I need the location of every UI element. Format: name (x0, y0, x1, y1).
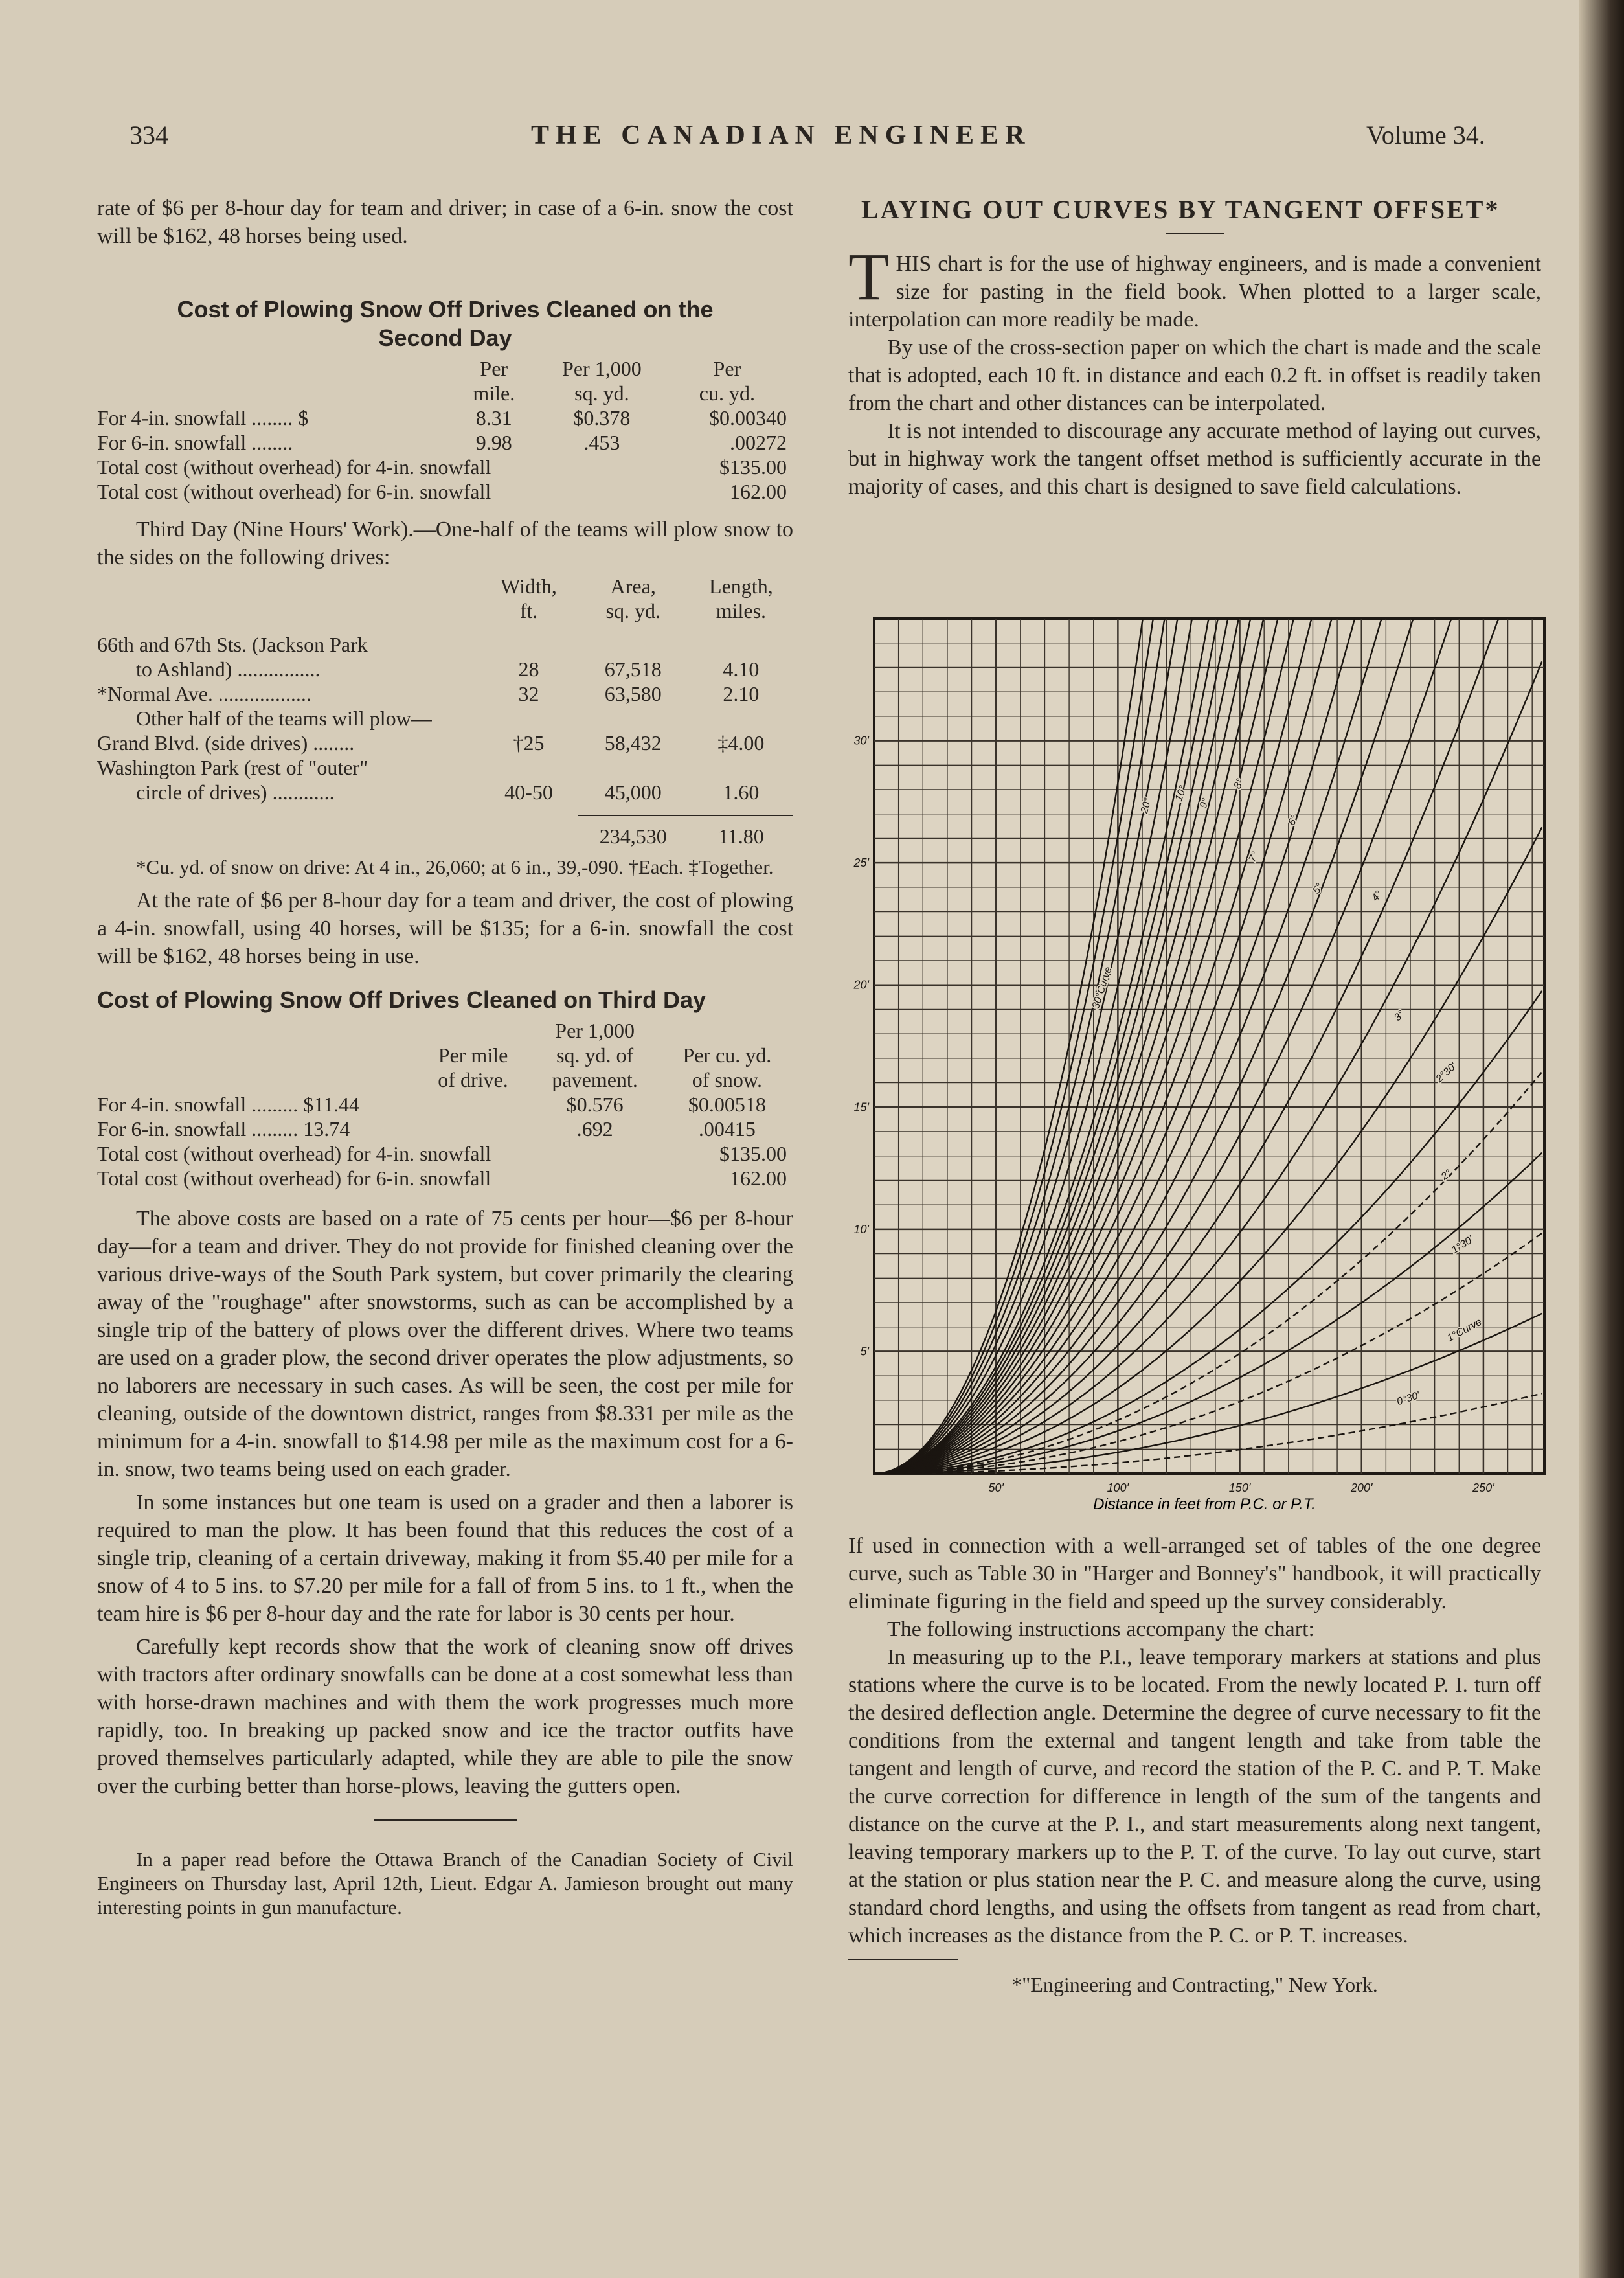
curve-label: 0°30' (1395, 1389, 1421, 1408)
cell: $0.378 (573, 406, 631, 429)
row-label: For 6-in. snowfall ........ (97, 431, 293, 454)
cell: 1.60 (723, 780, 760, 804)
drives-h3b: miles. (716, 599, 767, 622)
row-label: For 4-in. snowfall ......... $11.44 (97, 1093, 360, 1116)
drives-h2: Area, (610, 575, 656, 598)
body-paragraph-2: By use of the cross-section paper on which the chart is made and the scale that is adopted, each 10 ft. in distance and each 0.2 ft. in offset is readily taken from the chart and other distances can be interpolated. (848, 336, 1541, 415)
cell: $135.00 (719, 1142, 787, 1165)
row-label: to Ashland) ................ (136, 657, 321, 681)
row-label: Total cost (without overhead) for 4-in. snowfall (97, 1142, 491, 1165)
running-title: THE CANADIAN ENGINEER (531, 120, 1032, 150)
curve-label: 3° (1392, 1008, 1407, 1024)
left-column (97, 194, 793, 1919)
intro-paragraph: HIS chart is for the use of highway engineers, and is made a convenient size for pasting in the field book. When plotted to a larger scale, interpolation can more readily be made. (848, 252, 1541, 332)
cell: ‡4.00 (717, 731, 765, 755)
table3-h2pre: Per 1,000 (555, 1019, 635, 1042)
drop-cap: T (848, 240, 890, 314)
table-row (97, 681, 793, 706)
x-tick-label: 50' (988, 1481, 1004, 1494)
table-row (97, 1141, 793, 1166)
table-row (97, 657, 793, 681)
row-label: Total cost (without overhead) for 6-in. snowfall (97, 480, 491, 503)
total-row (97, 815, 793, 849)
table3-h3a: Per cu. yd. (682, 1043, 772, 1067)
cell: .00272 (730, 431, 787, 454)
table-row (97, 780, 793, 804)
curve-label: 7° (1246, 850, 1261, 865)
table2-h1b: mile. (473, 382, 515, 405)
table3-h1b: of drive. (438, 1068, 508, 1091)
cell: 28 (518, 657, 539, 681)
cell: 32 (518, 682, 539, 705)
page-edge-shadow (1579, 0, 1624, 2278)
x-axis-label: Distance in feet from P.C. or P.T. (1093, 1496, 1316, 1513)
table-row (97, 455, 793, 479)
body-paragraph-4: If used in connection with a well-arranged set of tables of the one degree curve, such as Table 30 in "Harger and Bonney's" handbook, it will practically eliminate figuring in the field and speed up the survey considerably. (848, 1534, 1541, 1613)
body-paragraph-1: The above costs are based on a rate of 75 cents per hour—$6 per 8-hour day—for a team and driver. They do not provide for finished cleaning over the various drive-ways of the South Park system, but cover primarily the clearing away of the "roughage" after snowstorms, such as can be accomplished by a single trip of the battery of plows over the different drives. Where two teams are used on a grader plow, the second driver operates the plow adjustments, so no laborers are necessary in such cases. As will be seen, the cost per mile for cleaning, outside of the downtown district, ranges from $8.331 per mile as the minimum for a 4-in. snowfall to $14.98 per mile as the maximum cost for a 6-in. snow, two teams being used on each grader. (97, 1207, 793, 1481)
drives-h1: Width, (501, 575, 557, 598)
table3 (97, 1018, 793, 1190)
cell: 2.10 (723, 682, 760, 705)
cell: .692 (576, 1117, 613, 1141)
table2-h3: Per (713, 357, 741, 380)
table3-h2a: sq. yd. of (556, 1043, 634, 1067)
table-row (97, 731, 793, 755)
curve-label: 1°30' (1449, 1234, 1476, 1256)
cell: 63,580 (604, 682, 662, 705)
right-column (848, 194, 1541, 501)
table2-title: Cost of Plowing Snow Off Drives Cleaned on the Second Day (177, 296, 714, 351)
footnote: *"Engineering and Contracting," New York. (1011, 1973, 1378, 1996)
tangent-offset-chart (842, 606, 1561, 1525)
y-tick-label: 5' (860, 1345, 869, 1358)
table3-h2b: pavement. (552, 1068, 638, 1091)
curve-label: 8° (1232, 777, 1246, 791)
row-label: *Normal Ave. .................. (97, 682, 311, 705)
cell: .453 (583, 431, 620, 454)
table2-h2: Per 1,000 (562, 357, 642, 380)
row-label: Grand Blvd. (side drives) ........ (97, 731, 355, 755)
body-paragraph-3: It is not intended to discourage any accurate method of laying out curves, but in highway work the tangent offset method is sufficiently accurate in the majority of cases, and this chart is designed to save field calculations. (848, 419, 1541, 499)
right-column-lower (848, 1532, 1541, 1997)
x-tick-label: 200' (1350, 1481, 1373, 1494)
row-label: Washington Park (rest of "outer" (97, 756, 368, 779)
page-number: 334 (130, 120, 168, 150)
drives-h3: Length, (709, 575, 773, 598)
curve-label: 20° (1138, 796, 1154, 815)
table-row (97, 1117, 793, 1141)
drives-table (97, 574, 793, 849)
table3-title: Cost of Plowing Snow Off Drives Cleaned on Third Day (97, 986, 706, 1013)
table2 (97, 356, 793, 504)
drives-h1b: ft. (519, 599, 538, 622)
cell: 4.10 (723, 657, 760, 681)
curve-label: 9° (1197, 797, 1212, 810)
table2-h3b: cu. yd. (699, 382, 755, 405)
section-divider (374, 1819, 517, 1821)
closing-note: In a paper read before the Ottawa Branch of the Canadian Society of Civil Engineers on Thursday last, April 12th, Lieut. Edgar A. Jamieson brought out many interesting points in gun manufacture. (97, 1848, 793, 1919)
cell: $0.00518 (688, 1093, 766, 1116)
row-label: For 4-in. snowfall ........ $ (97, 406, 309, 429)
table3-h3b: of snow. (692, 1068, 762, 1091)
y-tick-label: 25' (853, 856, 869, 870)
curve-label: 6° (1286, 813, 1301, 828)
drives-h2b: sq. yd. (605, 599, 660, 622)
table-row (97, 632, 793, 657)
cell: 58,432 (604, 731, 662, 755)
article-title: LAYING OUT CURVES BY TANGENT OFFSET* (861, 195, 1500, 224)
footnote-rule (848, 1959, 958, 1960)
volume-label: Volume 34. (1366, 120, 1485, 150)
curve-label: 2° (1439, 1167, 1454, 1183)
curve-label: 4° (1370, 889, 1385, 904)
curve-label: 30°Curve (1090, 965, 1114, 1010)
row-label: circle of drives) ............ (136, 780, 335, 804)
row-label: Total cost (without overhead) for 6-in. snowfall (97, 1167, 491, 1190)
cell: 234,530 (578, 815, 689, 849)
body-paragraph-3: Carefully kept records show that the work of cleaning snow off drives with tractors after ordinary snowfalls can be done at a cost somewhat less than with horse-drawn machines and with them the work progresses much more rapidly, too. In breaking up packed snow and ice the tractor outfits have proved themselves particularly adapted, while they are able to pile the snow over the curbing better than horse-plows, leaving the gutters open. (97, 1635, 793, 1798)
row-label: For 6-in. snowfall ......... 13.74 (97, 1117, 350, 1141)
body-paragraph-2: In some instances but one team is used on a grader and then a laborer is required to man the plow. It has been found that this reduces the cost of a single trip, cleaning of a certain driveway, making it from $5.40 per mile for a snow of 4 to 5 ins. to $7.20 per mile for a fall of from 5 ins. to 1 ft., when the team hire is $6 per 8-hour day and the rate for labor is 30 cents per hour. (97, 1490, 793, 1626)
rate-paragraph: At the rate of $6 per 8-hour day for a team and driver, the cost of plowing a 4-in. snowfall, using 40 horses, will be $135; for a 6-in. snowfall the cost will be $162, 48 horses being in use. (97, 889, 793, 968)
y-tick-label: 10' (853, 1222, 869, 1236)
x-tick-label: 150' (1228, 1481, 1251, 1494)
title-rule (1166, 233, 1224, 234)
cell: 45,000 (604, 780, 662, 804)
body-paragraph-5: The following instructions accompany the chart: (887, 1617, 1314, 1641)
plot-frame (874, 619, 1544, 1474)
drives-footnote: *Cu. yd. of snow on drive: At 4 in., 26,060; at 6 in., 39,-090. †Each. ‡Together. (136, 856, 774, 878)
row-label: 66th and 67th Sts. (Jackson Park (97, 633, 368, 656)
body-paragraph-6: In measuring up to the P.I., leave temporary markers at stations and plus stations where the curve is to be located. From the newly located P. I. turn off the desired deflection angle. Determine the degree of curve necessary to fit the conditions from the external and tangent length and take from table the tangent and length of curve, and record the station of the P. C. and P. T. Make the curve correction for difference in length of the sum of the tangents and distance on the curve at the P. I., and start measurements along next tangent, leaving temporary markers up to the P. T. of the curve. To lay out curve, start at the station or plus station near the P. C. and measure along the curve, using standard chord lengths, and using the offsets from tangent as read from chart, which increases as the distance from the P. C. or P. T. increases. (848, 1645, 1541, 1948)
table-row (97, 1166, 793, 1190)
y-tick-label: 30' (853, 734, 869, 747)
x-tick-label: 100' (1107, 1481, 1129, 1494)
table-row (97, 755, 793, 780)
table2-h1: Per (480, 357, 508, 380)
intro-paragraph: rate of $6 per 8-hour day for team and driver; in case of a 6-in. snow the cost will be $162, 48 horses being used. (97, 196, 793, 248)
cell: 67,518 (604, 657, 662, 681)
table-row (97, 479, 793, 504)
curve-label: 5° (1311, 882, 1326, 896)
table2-h2b: sq. yd. (574, 382, 629, 405)
y-tick-label: 20' (853, 978, 869, 992)
y-tick-label: 15' (853, 1100, 869, 1114)
table-row (97, 405, 793, 430)
row-label: Other half of the teams will plow— (136, 707, 432, 730)
cell: 9.98 (475, 431, 512, 454)
curve-label: 10° (1173, 784, 1190, 803)
table-row (97, 1092, 793, 1117)
cell: 162.00 (730, 1167, 787, 1190)
cell: 40-50 (504, 780, 553, 804)
cell: $0.00340 (709, 406, 787, 429)
cell: 11.80 (689, 815, 793, 849)
cell: $0.576 (566, 1093, 624, 1116)
table-row (97, 430, 793, 455)
cell: 8.31 (475, 406, 512, 429)
row-label: Total cost (without overhead) for 4-in. snowfall (97, 455, 491, 479)
curve-label: 1°Curve (1445, 1316, 1484, 1344)
third-day-intro: Third Day (Nine Hours' Work).—One-half of the teams will plow snow to the sides on the following drives: (97, 518, 793, 569)
x-tick-label: 250' (1472, 1481, 1494, 1494)
cell: 162.00 (730, 480, 787, 503)
cell: .00415 (698, 1117, 756, 1141)
table3-h1a: Per mile (438, 1043, 508, 1067)
curve-label: 2°30' (1434, 1060, 1459, 1085)
cell: $135.00 (719, 455, 787, 479)
cell: †25 (513, 731, 545, 755)
table-row (97, 706, 793, 731)
